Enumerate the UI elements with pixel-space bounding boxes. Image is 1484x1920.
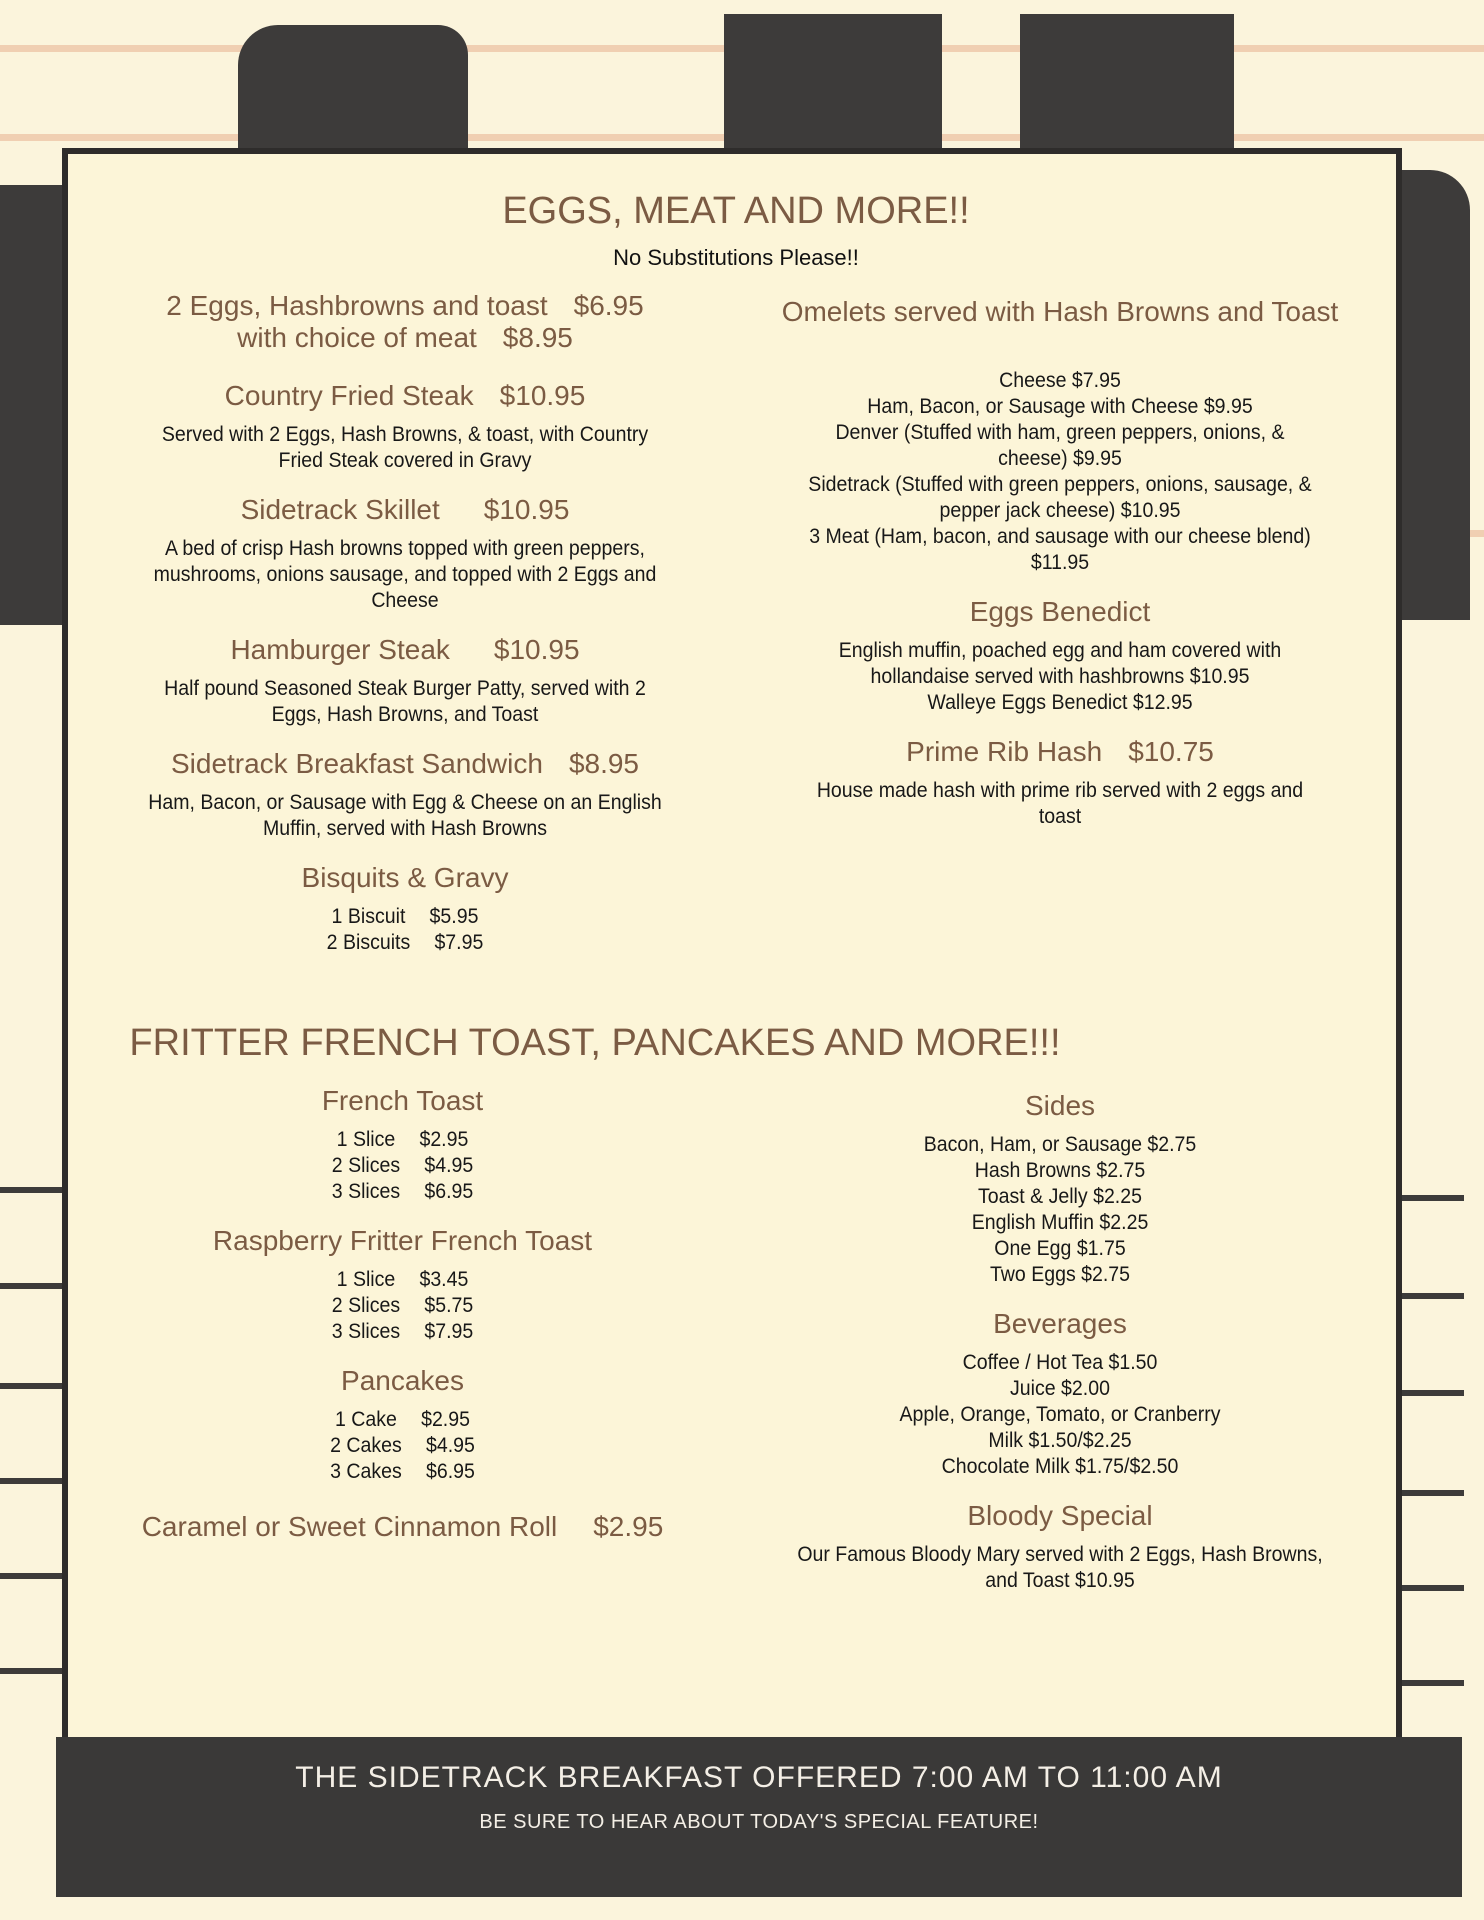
side-line: Two Eggs $2.75	[989, 1263, 1131, 1286]
left-tick	[0, 1478, 64, 1484]
beverage-line: Milk $1.50/$2.25	[988, 1429, 1132, 1452]
raspberry-row	[121, 1267, 684, 1293]
country-fried-steak-heading	[90, 380, 720, 412]
hamburger-steak-desc: Eggs, Hash Browns, and Toast	[271, 703, 539, 726]
two-eggs-name: 2 Eggs, Hashbrowns and toast	[166, 290, 548, 321]
with-meat-name: with choice of meat	[237, 322, 477, 353]
biscuits-row	[112, 904, 698, 930]
item-price: $2.95	[421, 1408, 470, 1431]
side-line: Hash Browns $2.75	[974, 1159, 1146, 1182]
item-price: $3.45	[419, 1268, 469, 1291]
with-meat-item	[90, 322, 720, 354]
right-tick	[1400, 1585, 1464, 1591]
prime-rib-hash-name: Prime Rib Hash	[906, 736, 1103, 767]
raspberry-row	[121, 1293, 684, 1319]
with-meat-price: $8.95	[502, 322, 573, 353]
omelet-line: 3 Meat (Ham, bacon, and sausage with our cheese blend)	[809, 525, 1311, 548]
right-tick	[1400, 1680, 1464, 1686]
raspberry-row	[121, 1319, 684, 1345]
sides-heading: Sides	[1024, 1090, 1096, 1121]
breakfast-sandwich-desc: Muffin, served with Hash Browns	[262, 817, 548, 840]
left-tick	[0, 1383, 64, 1389]
left-tick	[0, 1668, 64, 1674]
sidetrack-skillet-heading	[90, 494, 720, 526]
right-tick	[1400, 1195, 1464, 1201]
top-block-right	[1020, 14, 1234, 154]
section-title-eggs: EGGS, MEAT AND MORE!!	[502, 190, 970, 232]
breakfast-sandwich-desc: Ham, Bacon, or Sausage with Egg & Cheese on an English	[148, 791, 662, 814]
hamburger-steak-heading	[90, 634, 720, 666]
prime-rib-hash-desc: House made hash with prime rib served with 2 eggs and	[816, 779, 1304, 802]
left-tick	[0, 1573, 64, 1579]
country-fried-steak-price: $10.95	[499, 380, 586, 411]
right-side-block	[1400, 170, 1470, 620]
hamburger-steak-name: Hamburger Steak	[230, 634, 450, 665]
item-name: 2 Biscuits	[326, 931, 411, 954]
pancakes-row	[121, 1407, 684, 1433]
cinnamon-roll-heading	[100, 1511, 705, 1543]
sidetrack-skillet-desc: A bed of crisp Hash browns topped with green peppers,	[165, 537, 645, 560]
breakfast-sandwich-heading	[90, 748, 720, 780]
item-price: $6.95	[424, 1180, 474, 1203]
breakfast-hours: THE SIDETRACK BREAKFAST OFFERED 7:00 AM TO 11:00 AM	[295, 1761, 1223, 1794]
omelet-line: pepper jack cheese) $10.95	[939, 499, 1181, 522]
sidetrack-skillet-name: Sidetrack Skillet	[240, 494, 440, 525]
item-name: 1 Slice	[336, 1268, 396, 1291]
item-name: 3 Slices	[331, 1180, 401, 1203]
item-price: $7.95	[424, 1320, 474, 1343]
beverage-line: Chocolate Milk $1.75/$2.50	[941, 1455, 1179, 1478]
footer-banner	[56, 1737, 1462, 1897]
side-line: English Muffin $2.25	[971, 1211, 1149, 1234]
section1-right-column	[740, 296, 1380, 830]
item-price: $7.95	[434, 931, 484, 954]
top-block-left	[238, 25, 468, 155]
right-tick	[1400, 1490, 1464, 1496]
french-toast-heading: French Toast	[321, 1085, 484, 1116]
special-feature-note: BE SURE TO HEAR ABOUT TODAY'S SPECIAL FEATURE!	[479, 1811, 1039, 1833]
two-eggs-item	[90, 290, 720, 322]
beverage-line: Coffee / Hot Tea $1.50	[962, 1351, 1158, 1374]
omelet-line: Denver (Stuffed with ham, green peppers, onions, &	[835, 421, 1285, 444]
side-line: One Egg $1.75	[994, 1237, 1126, 1260]
pancakes-row	[121, 1433, 684, 1459]
bloody-special-heading: Bloody Special	[967, 1500, 1153, 1531]
omelets-heading: Omelets served with Hash Browns and Toast	[781, 296, 1339, 327]
pancakes-heading: Pancakes	[341, 1365, 464, 1396]
eggs-benedict-desc: English muffin, poached egg and ham covered with	[838, 639, 1282, 662]
omelet-line: Ham, Bacon, or Sausage with Cheese $9.95	[867, 395, 1253, 418]
item-name: 2 Slices	[331, 1294, 401, 1317]
french-toast-row	[121, 1127, 684, 1153]
cinnamon-roll-name: Caramel or Sweet Cinnamon Roll	[141, 1511, 558, 1542]
item-price: $2.95	[419, 1128, 469, 1151]
prime-rib-hash-heading	[740, 736, 1380, 768]
section2-left-column	[100, 1085, 705, 1543]
prime-rib-hash-desc: toast	[1038, 805, 1082, 828]
item-name: 3 Cakes	[330, 1460, 402, 1483]
french-toast-row	[121, 1153, 684, 1179]
bloody-special-desc: Our Famous Bloody Mary served with 2 Eggs, Hash Browns,	[797, 1543, 1323, 1566]
item-name: 2 Slices	[331, 1154, 401, 1177]
item-price: $5.95	[429, 905, 479, 928]
sidetrack-skillet-price: $10.95	[483, 494, 570, 525]
section1-left-column	[90, 290, 720, 956]
eggs-benedict-desc: hollandaise served with hashbrowns $10.95	[870, 665, 1250, 688]
beverage-line: Apple, Orange, Tomato, or Cranberry	[899, 1403, 1221, 1426]
beverages-heading: Beverages	[993, 1308, 1127, 1339]
sidetrack-skillet-desc: mushrooms, onions sausage, and topped with 2 Eggs and	[153, 563, 657, 586]
item-name: 1 Slice	[336, 1128, 396, 1151]
right-tick	[1400, 1390, 1464, 1396]
french-toast-row	[121, 1179, 684, 1205]
item-price: $4.95	[425, 1434, 475, 1457]
breakfast-sandwich-name: Sidetrack Breakfast Sandwich	[170, 748, 543, 779]
no-substitutions-note: No Substitutions Please!!	[613, 245, 859, 270]
item-price: $5.75	[424, 1294, 474, 1317]
side-line: Toast & Jelly $2.25	[978, 1185, 1142, 1208]
top-block-center	[724, 14, 942, 154]
country-fried-steak-desc: Fried Steak covered in Gravy	[278, 449, 532, 472]
item-name: 1 Biscuit	[331, 905, 406, 928]
biscuits-row	[112, 930, 698, 956]
section-title-french-toast: FRITTER FRENCH TOAST, PANCAKES AND MORE!!!	[129, 1022, 1061, 1064]
item-name: 1 Cake	[335, 1408, 397, 1431]
pancakes-row	[121, 1459, 684, 1485]
section2-right-column	[740, 1090, 1380, 1594]
item-name: 2 Cakes	[330, 1434, 402, 1457]
country-fried-steak-desc: Served with 2 Eggs, Hash Browns, & toast, with Country	[161, 423, 649, 446]
sidetrack-skillet-desc: Cheese	[371, 589, 439, 612]
omelet-line: Sidetrack (Stuffed with green peppers, onions, sausage, &	[808, 473, 1312, 496]
beverage-line: Juice $2.00	[1010, 1377, 1110, 1400]
omelet-line: $11.95	[1030, 551, 1090, 574]
hamburger-steak-desc: Half pound Seasoned Steak Burger Patty, served with 2	[164, 677, 646, 700]
cinnamon-roll-price: $2.95	[593, 1511, 664, 1542]
item-price: $6.95	[425, 1460, 475, 1483]
prime-rib-hash-price: $10.75	[1128, 736, 1214, 767]
raspberry-heading: Raspberry Fritter French Toast	[212, 1225, 593, 1256]
biscuits-gravy-heading: Bisquits & Gravy	[301, 862, 509, 893]
bloody-special-desc: and Toast $10.95	[985, 1569, 1135, 1592]
breakfast-sandwich-price: $8.95	[568, 748, 640, 779]
item-price: $4.95	[424, 1154, 474, 1177]
two-eggs-price: $6.95	[573, 290, 644, 321]
walleye-eggs-benedict: Walleye Eggs Benedict $12.95	[927, 691, 1193, 714]
right-tick	[1400, 1293, 1464, 1299]
left-tick	[0, 1283, 64, 1289]
side-line: Bacon, Ham, or Sausage $2.75	[923, 1133, 1197, 1156]
country-fried-steak-name: Country Fried Steak	[224, 380, 474, 411]
item-name: 3 Slices	[331, 1320, 401, 1343]
hamburger-steak-price: $10.95	[493, 634, 580, 665]
omelet-line: Cheese $7.95	[999, 369, 1121, 392]
left-tick	[0, 1187, 64, 1193]
eggs-benedict-heading: Eggs Benedict	[969, 596, 1151, 627]
omelet-line: cheese) $9.95	[998, 447, 1122, 470]
